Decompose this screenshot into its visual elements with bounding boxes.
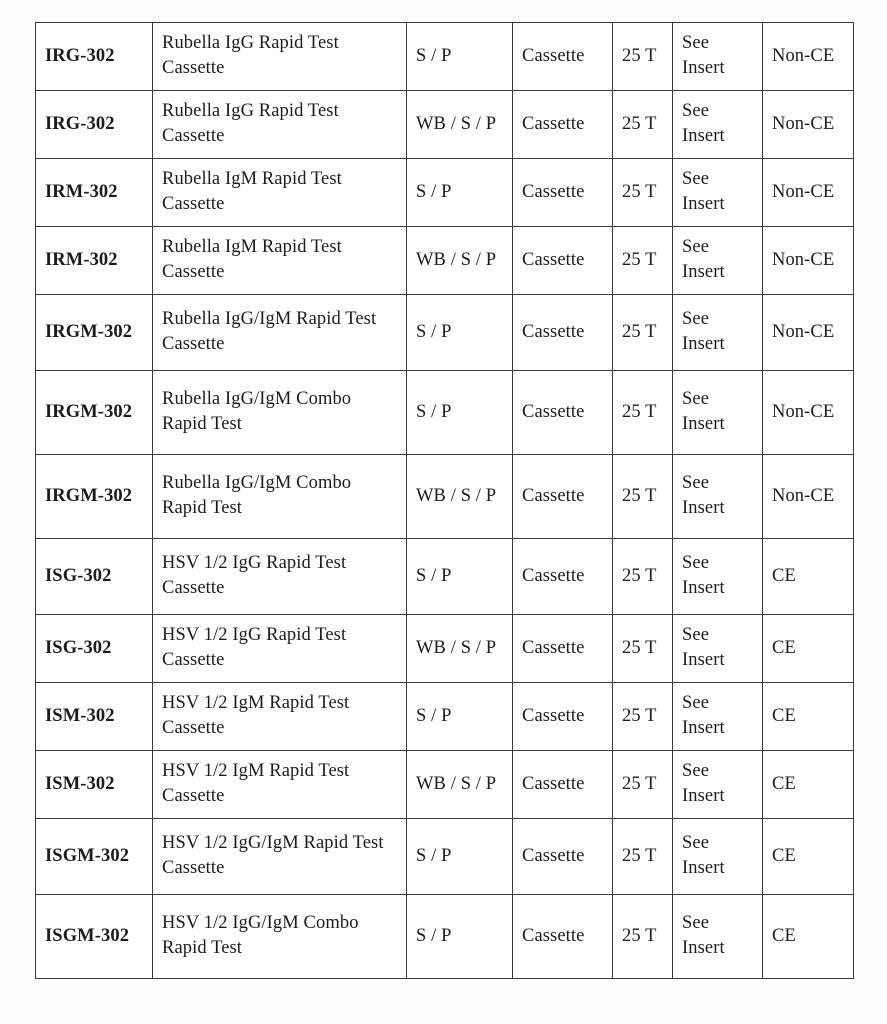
pack-size-cell: 25 T	[613, 615, 673, 683]
specimen-cell: S / P	[407, 819, 513, 895]
sensitivity-cell: See Insert	[673, 23, 763, 91]
catalog-number-cell: ISM-302	[36, 683, 153, 751]
sensitivity-cell: See Insert	[673, 227, 763, 295]
certification-cell: Non-CE	[763, 91, 854, 159]
sensitivity-cell: See Insert	[673, 751, 763, 819]
format-cell: Cassette	[513, 227, 613, 295]
sensitivity-cell: See Insert	[673, 295, 763, 371]
sensitivity-cell: See Insert	[673, 895, 763, 979]
sensitivity-cell: See Insert	[673, 683, 763, 751]
pack-size-cell: 25 T	[613, 455, 673, 539]
product-name-cell: HSV 1/2 IgG/IgM Rapid Test Cassette	[153, 819, 407, 895]
table-row	[36, 895, 854, 979]
pack-size-cell: 25 T	[613, 159, 673, 227]
format-cell: Cassette	[513, 455, 613, 539]
table-row	[36, 371, 854, 455]
catalog-number-cell: IRGM-302	[36, 371, 153, 455]
format-cell: Cassette	[513, 683, 613, 751]
product-name-cell: Rubella IgG Rapid Test Cassette	[153, 23, 407, 91]
format-cell: Cassette	[513, 23, 613, 91]
sensitivity-cell: See Insert	[673, 455, 763, 539]
specimen-cell: S / P	[407, 23, 513, 91]
certification-cell: CE	[763, 751, 854, 819]
product-name-cell: HSV 1/2 IgG Rapid Test Cassette	[153, 615, 407, 683]
table-row	[36, 91, 854, 159]
specimen-cell: WB / S / P	[407, 751, 513, 819]
pack-size-cell: 25 T	[613, 819, 673, 895]
catalog-number-cell: ISGM-302	[36, 895, 153, 979]
catalog-number-cell: ISM-302	[36, 751, 153, 819]
catalog-number-cell: IRM-302	[36, 159, 153, 227]
sensitivity-cell: See Insert	[673, 539, 763, 615]
table-row	[36, 159, 854, 227]
product-name-cell: Rubella IgG/IgM Rapid Test Cassette	[153, 295, 407, 371]
certification-cell: CE	[763, 539, 854, 615]
pack-size-cell: 25 T	[613, 295, 673, 371]
pack-size-cell: 25 T	[613, 683, 673, 751]
product-specification-table	[35, 22, 854, 979]
specimen-cell: WB / S / P	[407, 455, 513, 539]
specimen-cell: S / P	[407, 295, 513, 371]
certification-cell: Non-CE	[763, 371, 854, 455]
pack-size-cell: 25 T	[613, 895, 673, 979]
product-name-cell: Rubella IgM Rapid Test Cassette	[153, 159, 407, 227]
product-name-cell: Rubella IgM Rapid Test Cassette	[153, 227, 407, 295]
pack-size-cell: 25 T	[613, 227, 673, 295]
pack-size-cell: 25 T	[613, 539, 673, 615]
product-name-cell: HSV 1/2 IgG/IgM Combo Rapid Test	[153, 895, 407, 979]
catalog-number-cell: IRGM-302	[36, 295, 153, 371]
table-row	[36, 683, 854, 751]
catalog-number-cell: IRG-302	[36, 23, 153, 91]
table-row	[36, 615, 854, 683]
table-row	[36, 751, 854, 819]
specimen-cell: S / P	[407, 539, 513, 615]
pack-size-cell: 25 T	[613, 91, 673, 159]
table-row	[36, 227, 854, 295]
specimen-cell: WB / S / P	[407, 227, 513, 295]
catalog-number-cell: IRG-302	[36, 91, 153, 159]
product-name-cell: Rubella IgG Rapid Test Cassette	[153, 91, 407, 159]
pack-size-cell: 25 T	[613, 23, 673, 91]
table-row	[36, 819, 854, 895]
specimen-cell: S / P	[407, 371, 513, 455]
sensitivity-cell: See Insert	[673, 91, 763, 159]
product-name-cell: Rubella IgG/IgM Combo Rapid Test	[153, 455, 407, 539]
format-cell: Cassette	[513, 295, 613, 371]
certification-cell: Non-CE	[763, 23, 854, 91]
pack-size-cell: 25 T	[613, 751, 673, 819]
format-cell: Cassette	[513, 159, 613, 227]
format-cell: Cassette	[513, 895, 613, 979]
sensitivity-cell: See Insert	[673, 371, 763, 455]
table-row	[36, 23, 854, 91]
specimen-cell: WB / S / P	[407, 91, 513, 159]
certification-cell: CE	[763, 819, 854, 895]
catalog-number-cell: ISG-302	[36, 615, 153, 683]
product-table-container	[35, 22, 853, 979]
sensitivity-cell: See Insert	[673, 615, 763, 683]
specimen-cell: WB / S / P	[407, 615, 513, 683]
certification-cell: CE	[763, 683, 854, 751]
sensitivity-cell: See Insert	[673, 819, 763, 895]
product-table-body	[36, 23, 854, 979]
catalog-number-cell: ISG-302	[36, 539, 153, 615]
format-cell: Cassette	[513, 819, 613, 895]
format-cell: Cassette	[513, 371, 613, 455]
product-name-cell: HSV 1/2 IgG Rapid Test Cassette	[153, 539, 407, 615]
specimen-cell: S / P	[407, 159, 513, 227]
certification-cell: Non-CE	[763, 159, 854, 227]
format-cell: Cassette	[513, 615, 613, 683]
specimen-cell: S / P	[407, 895, 513, 979]
certification-cell: Non-CE	[763, 227, 854, 295]
catalog-number-cell: ISGM-302	[36, 819, 153, 895]
product-name-cell: HSV 1/2 IgM Rapid Test Cassette	[153, 751, 407, 819]
table-row	[36, 455, 854, 539]
catalog-number-cell: IRGM-302	[36, 455, 153, 539]
certification-cell: Non-CE	[763, 295, 854, 371]
format-cell: Cassette	[513, 91, 613, 159]
certification-cell: CE	[763, 615, 854, 683]
catalog-number-cell: IRM-302	[36, 227, 153, 295]
format-cell: Cassette	[513, 539, 613, 615]
certification-cell: CE	[763, 895, 854, 979]
product-name-cell: HSV 1/2 IgM Rapid Test Cassette	[153, 683, 407, 751]
table-row	[36, 539, 854, 615]
sensitivity-cell: See Insert	[673, 159, 763, 227]
product-name-cell: Rubella IgG/IgM Combo Rapid Test	[153, 371, 407, 455]
table-row	[36, 295, 854, 371]
pack-size-cell: 25 T	[613, 371, 673, 455]
specimen-cell: S / P	[407, 683, 513, 751]
format-cell: Cassette	[513, 751, 613, 819]
certification-cell: Non-CE	[763, 455, 854, 539]
